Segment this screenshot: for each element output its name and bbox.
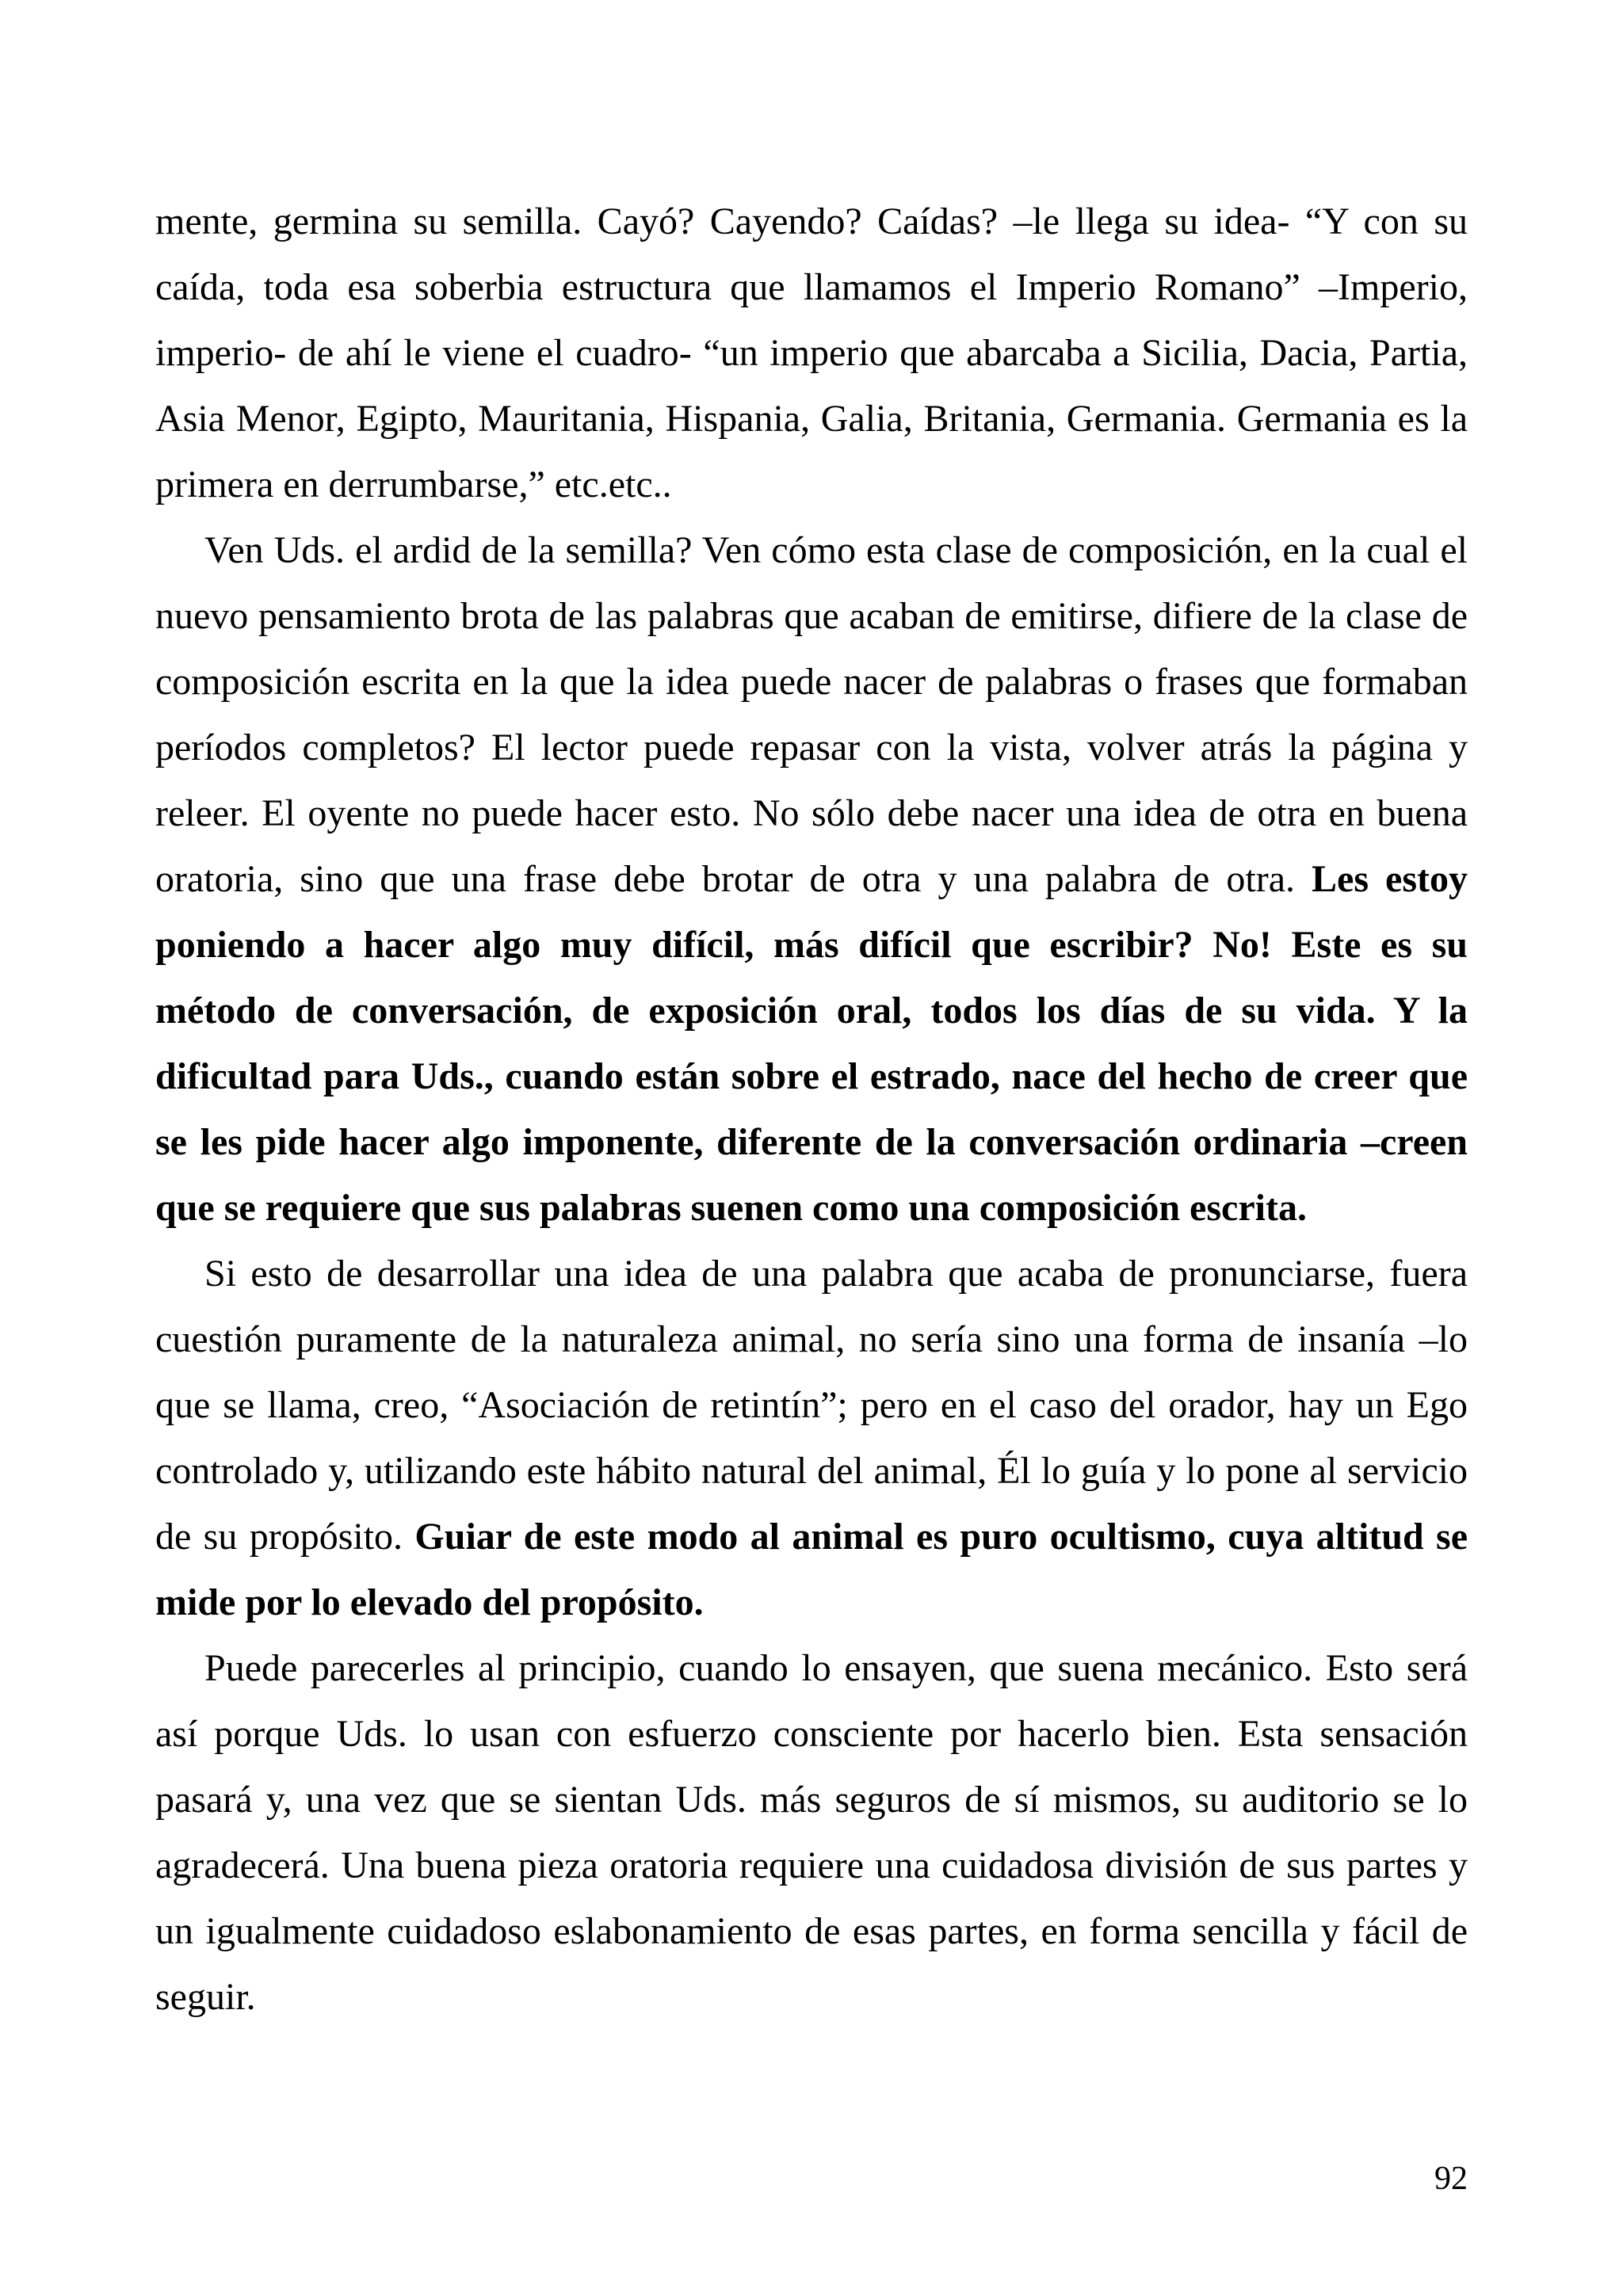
bold-text-segment: Guiar de este modo al animal es puro ocultismo, cuya altitud se mide por lo elevado del propósito. [155, 1516, 1468, 1623]
text-segment: mente, germina su semilla. Cayó? Cayendo? Caídas? –le llega su idea- “Y con su caída, toda esa soberbia estructura que llamamos el Imperio Romano” –Imperio, imperio- de ahí le viene el cuadro- “un imperio que abarcaba a Sicilia, Dacia, Partia, Asia Menor, Egipto, Mauritania, Hispania, Galia, Britania, Germania. Germania es la primera en derrumbarse,” etc.etc.. [155, 200, 1468, 505]
paragraph [155, 1241, 1468, 1635]
page-number: 92 [1434, 2161, 1468, 2197]
text-segment: Si esto de desarrollar una idea de una palabra que acaba de pronunciarse, fuera cuestión puramente de la naturaleza animal, no sería sino una forma de insanía –lo que se llama, creo, “Asociación de retintín”; pero en el caso del orador, hay un Ego controlado y, utilizando este hábito natural del animal, Él lo guía y lo pone al servicio de su propósito. [155, 1253, 1468, 1558]
bold-text-segment: Les estoy poniendo a hacer algo muy difícil, más difícil que escribir? No! Este es su método de conversación, de exposición oral, todos los días de su vida. Y la dificultad para Uds., cuando están sobre el estrado, nace del hecho de creer que se les pide hacer algo imponente, diferente de la conversación ordinaria –creen que se requiere que sus palabras suenen como una composición escrita. [155, 858, 1468, 1229]
body-text [155, 189, 1468, 2030]
text-segment: Puede parecerles al principio, cuando lo ensayen, que suena mecánico. Esto será así porque Uds. lo usan con esfuerzo consciente por hacerlo bien. Esta sensación pasará y, una vez que se sientan Uds. más seguros de sí mismos, su auditorio se lo agradecerá. Una buena pieza oratoria requiere una cuidadosa división de sus partes y un igualmente cuidadoso eslabonamiento de esas partes, en forma sencilla y fácil de seguir. [155, 1647, 1468, 2018]
text-segment: Ven Uds. el ardid de la semilla? Ven cómo esta clase de composición, en la cual el nuevo pensamiento brota de las palabras que acaban de emitirse, difiere de la clase de composición escrita en la que la idea puede nacer de palabras o frases que formaban períodos completos? El lector puede repasar con la vista, volver atrás la página y releer. El oyente no puede hacer esto. No sólo debe nacer una idea de otra en buena oratoria, sino que una frase debe brotar de otra y una palabra de otra. [155, 529, 1468, 900]
paragraph [155, 517, 1468, 1241]
paragraph [155, 189, 1468, 517]
paragraph [155, 1635, 1468, 2030]
